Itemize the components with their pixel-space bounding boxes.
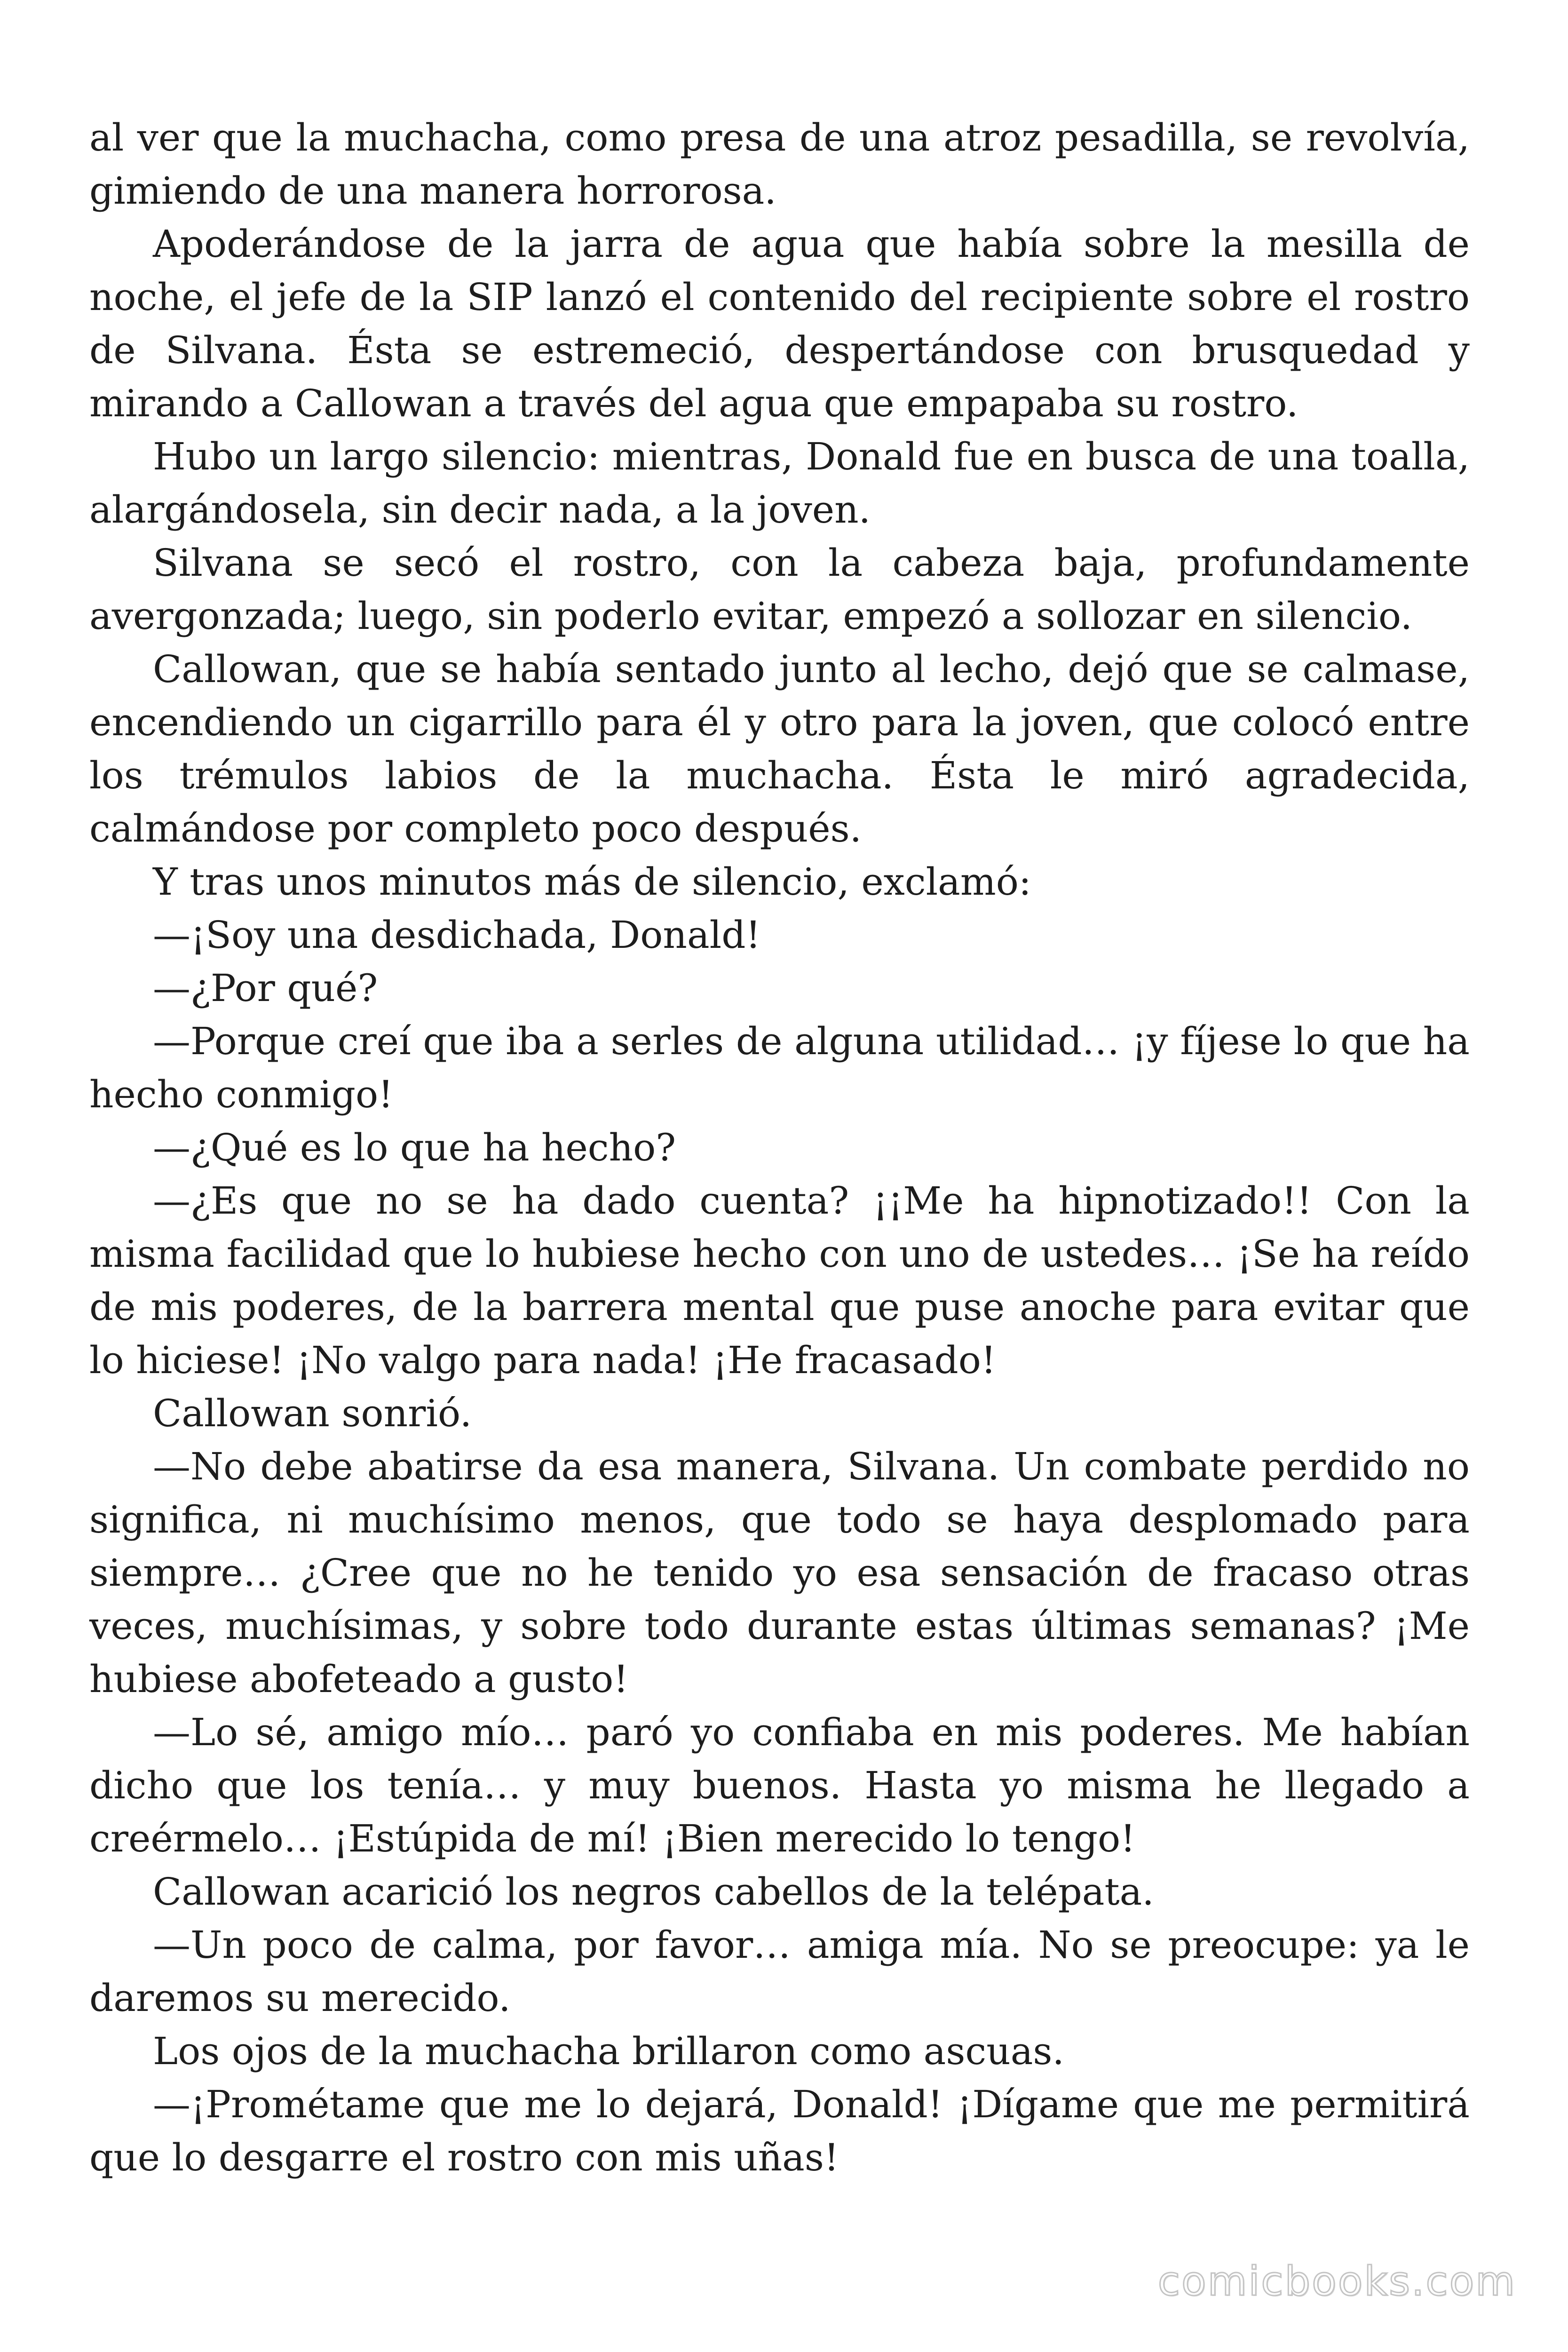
dialogue-line-2: —¿Por qué? xyxy=(153,966,378,1010)
dialogue-line-5: —¿Es que no se ha dado cuenta? ¡¡Me ha hipnotizado!! Con la misma facilidad que lo hubiese hecho con uno de ustedes… ¡Se ha reído de mis poderes, de la barrera mental que puse anoche para evitar que lo hiciese! ¡No valgo para nada! ¡He fracasado! xyxy=(89,1179,1470,1382)
dialogue-line-1: —¡Soy una desdichada, Donald! xyxy=(153,913,761,957)
book-page-text xyxy=(89,111,1470,2184)
paragraph-6: Y tras unos minutos más de silencio, exclamó: xyxy=(153,860,1031,904)
watermark: comicbooks.com xyxy=(1157,2258,1516,2305)
paragraph-1: al ver que la muchacha, como presa de una atroz pesadilla, se revolvía, gimiendo de una manera horrorosa. xyxy=(89,116,1470,213)
paragraph-5: Callowan, que se había sentado junto al lecho, dejó que se calmase, encendiendo un cigarrillo para él y otro para la joven, que colocó entre los trémulos labios de la muchacha. Ésta le miró agradecida, calmándose por completo poco después. xyxy=(89,647,1470,850)
dialogue-line-9: —¡Prométame que me lo dejará, Donald! ¡Dígame que me permitirá que lo desgarre el rostro con mis uñas! xyxy=(89,2082,1470,2179)
paragraph-7: Callowan sonrió. xyxy=(153,1391,472,1435)
paragraph-4: Silvana se secó el rostro, con la cabeza baja, profundamente avergonzada; luego, sin poderlo evitar, empezó a sollozar en silencio. xyxy=(89,541,1470,638)
dialogue-line-6: —No debe abatirse da esa manera, Silvana. Un combate perdido no significa, ni muchísimo menos, que todo se haya desplomado para siempre… ¿Cree que no he tenido yo esa sensación de fracaso otras veces, muchísimas, y sobre todo durante estas últimas semanas? ¡Me hubiese abofeteado a gusto! xyxy=(89,1445,1470,1701)
paragraph-2: Apoderándose de la jarra de agua que había sobre la mesilla de noche, el jefe de la SIP lanzó el contenido del recipiente sobre el rostro de Silvana. Ésta se estremeció, despertándose con brusquedad y mirando a Callowan a través del agua que empapaba su rostro. xyxy=(89,222,1470,425)
paragraph-3: Hubo un largo silencio: mientras, Donald fue en busca de una toalla, alargándosela, sin decir nada, a la joven. xyxy=(89,435,1470,532)
dialogue-line-4: —¿Qué es lo que ha hecho? xyxy=(153,1126,676,1169)
dialogue-line-8: —Un poco de calma, por favor… amiga mía. No se preocupe: ya le daremos su merecido. xyxy=(89,1923,1470,2020)
paragraph-9: Los ojos de la muchacha brillaron como ascuas. xyxy=(153,2029,1064,2073)
dialogue-line-3: —Porque creí que iba a serles de alguna utilidad… ¡y fíjese lo que ha hecho conmigo! xyxy=(89,1019,1470,1116)
paragraph-8: Callowan acarició los negros cabellos de la telépata. xyxy=(153,1870,1154,1914)
dialogue-line-7: —Lo sé, amigo mío… paró yo confiaba en mis poderes. Me habían dicho que los tenía… y muy buenos. Hasta yo misma he llegado a creérmelo… ¡Estúpida de mí! ¡Bien merecido lo tengo! xyxy=(89,1710,1470,1860)
